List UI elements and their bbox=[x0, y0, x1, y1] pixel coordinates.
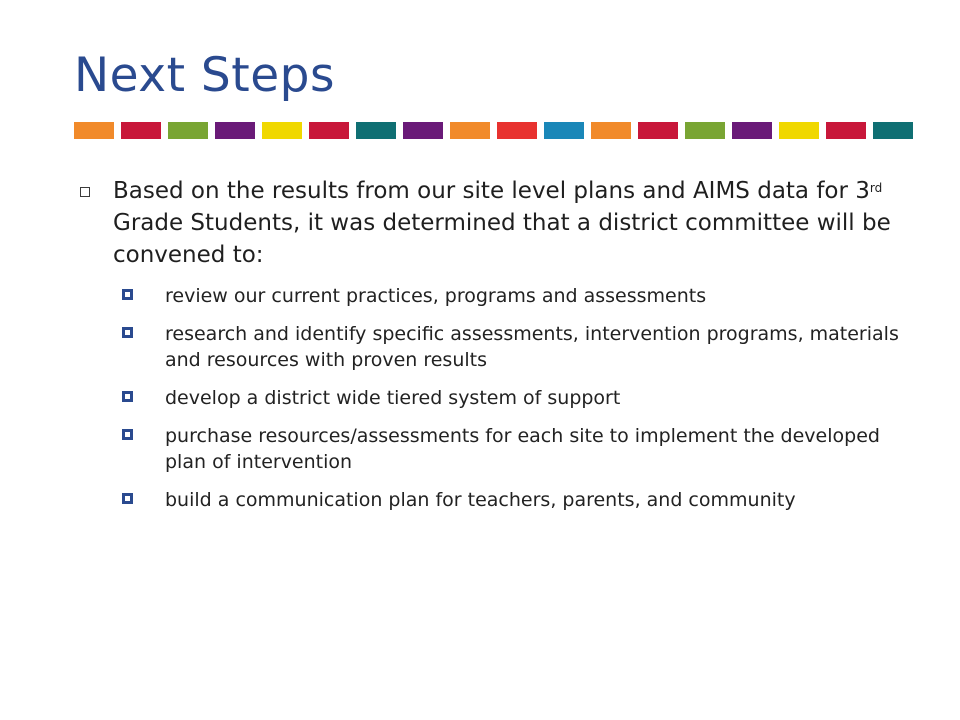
color-swatch bbox=[309, 122, 349, 139]
color-swatch bbox=[732, 122, 772, 139]
color-swatch bbox=[450, 122, 490, 139]
color-swatch bbox=[356, 122, 396, 139]
color-swatch bbox=[544, 122, 584, 139]
sub-bullet-text: review our current practices, programs and assessments bbox=[165, 285, 707, 307]
color-swatch bbox=[403, 122, 443, 139]
square-bullet-icon bbox=[122, 327, 133, 338]
color-bar bbox=[74, 122, 913, 139]
sub-bullet bbox=[0, 385, 960, 411]
sub-bullet-text: purchase resources/assessments for each site to implement the developed plan of intervention bbox=[165, 425, 880, 473]
sub-bullet-text: build a communication plan for teachers, parents, and community bbox=[165, 489, 796, 511]
square-bullet-icon bbox=[122, 391, 133, 402]
color-swatch bbox=[215, 122, 255, 139]
color-swatch bbox=[685, 122, 725, 139]
color-swatch bbox=[873, 122, 913, 139]
sub-bullet-list bbox=[0, 283, 960, 513]
hollow-square-bullet-icon bbox=[80, 187, 90, 197]
slide-content bbox=[0, 175, 960, 525]
color-swatch bbox=[262, 122, 302, 139]
sub-bullet bbox=[0, 283, 960, 309]
sub-bullet bbox=[0, 423, 960, 475]
color-swatch bbox=[638, 122, 678, 139]
main-text-superscript: rd bbox=[869, 181, 883, 195]
sub-bullet bbox=[0, 487, 960, 513]
sub-bullet bbox=[0, 321, 960, 373]
main-text-part: Based on the results from our site level plans and AIMS data for 3 bbox=[113, 178, 870, 204]
color-swatch bbox=[121, 122, 161, 139]
square-bullet-icon bbox=[122, 493, 133, 504]
color-swatch bbox=[497, 122, 537, 139]
color-swatch bbox=[826, 122, 866, 139]
color-swatch bbox=[591, 122, 631, 139]
color-swatch bbox=[779, 122, 819, 139]
slide-title: Next Steps bbox=[74, 48, 335, 103]
main-text-part: Grade Students, it was determined that a district committee will be convened to: bbox=[113, 210, 891, 268]
square-bullet-icon bbox=[122, 429, 133, 440]
main-bullet-text bbox=[113, 175, 900, 271]
color-swatch bbox=[168, 122, 208, 139]
sub-bullet-text: research and identify specific assessments, intervention programs, materials and resources with proven results bbox=[165, 323, 899, 371]
main-bullet bbox=[0, 175, 960, 271]
color-swatch bbox=[74, 122, 114, 139]
sub-bullet-text: develop a district wide tiered system of support bbox=[165, 387, 621, 409]
square-bullet-icon bbox=[122, 289, 133, 300]
